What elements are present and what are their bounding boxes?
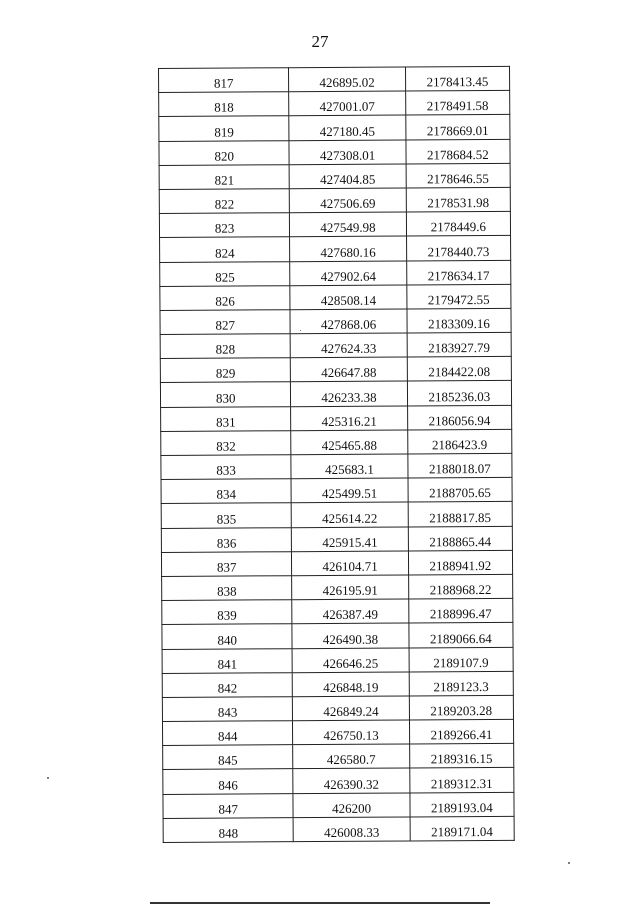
table-row xyxy=(161,453,512,479)
table-row xyxy=(163,792,514,818)
table-row xyxy=(159,139,510,165)
x-coordinate-cell: 427001.07 xyxy=(289,91,405,116)
y-coordinate-cell: 2183927.79 xyxy=(407,332,511,357)
point-number-cell: 844 xyxy=(162,721,293,746)
y-coordinate-cell: 2188968.22 xyxy=(408,574,512,599)
table-row xyxy=(161,502,512,528)
x-coordinate-cell: 426848.19 xyxy=(293,672,409,697)
x-coordinate-cell: 428508.14 xyxy=(290,285,406,310)
table-row xyxy=(160,308,511,334)
point-number-cell: 842 xyxy=(162,672,293,697)
point-number-cell: 839 xyxy=(162,600,293,625)
x-coordinate-cell: 427180.45 xyxy=(289,115,405,140)
x-coordinate-cell: 426646.25 xyxy=(292,647,408,672)
point-number-cell: 828 xyxy=(160,334,291,359)
table-row xyxy=(161,429,512,455)
table-row xyxy=(162,647,513,673)
y-coordinate-cell: 2188941.92 xyxy=(408,550,512,575)
point-number-cell: 845 xyxy=(163,745,294,770)
x-coordinate-cell: 426200 xyxy=(293,793,409,818)
y-coordinate-cell: 2188865.44 xyxy=(408,526,512,551)
point-number-cell: 830 xyxy=(160,382,291,407)
y-coordinate-cell: 2178684.52 xyxy=(406,139,510,164)
point-number-cell: 831 xyxy=(161,406,292,431)
y-coordinate-cell: 2189066.64 xyxy=(409,623,513,648)
y-coordinate-cell: 2189203.28 xyxy=(409,695,513,720)
table-row xyxy=(163,816,514,842)
x-coordinate-cell: 427549.98 xyxy=(290,212,406,237)
x-coordinate-cell: 426580.7 xyxy=(293,744,409,769)
y-coordinate-cell: 2183309.16 xyxy=(407,308,511,333)
point-number-cell: 820 xyxy=(159,140,290,165)
table-row xyxy=(161,550,512,576)
point-number-cell: 834 xyxy=(161,479,292,504)
table-row xyxy=(162,671,513,697)
x-coordinate-cell: 427624.33 xyxy=(290,333,406,358)
table-row xyxy=(159,66,510,92)
table-row xyxy=(162,695,513,721)
x-coordinate-cell: 425316.21 xyxy=(291,406,407,431)
point-number-cell: 835 xyxy=(161,503,292,528)
point-number-cell: 847 xyxy=(163,793,294,818)
table-row xyxy=(160,236,511,262)
point-number-cell: 827 xyxy=(160,310,291,335)
point-number-cell: 821 xyxy=(159,164,290,189)
point-number-cell: 836 xyxy=(161,527,292,552)
page-number: 27 xyxy=(311,32,329,51)
x-coordinate-cell: 425499.51 xyxy=(291,478,407,503)
y-coordinate-cell: 2189266.41 xyxy=(409,719,513,744)
point-number-cell: 818 xyxy=(159,92,290,117)
x-coordinate-cell: 425465.88 xyxy=(291,430,407,455)
x-coordinate-cell: 426390.32 xyxy=(293,768,409,793)
point-number-cell: 826 xyxy=(160,285,291,310)
y-coordinate-cell: 2186423.9 xyxy=(407,429,511,454)
point-number-cell: 833 xyxy=(161,455,292,480)
y-coordinate-cell: 2178646.55 xyxy=(406,163,510,188)
table-row xyxy=(159,211,510,237)
y-coordinate-cell: 2189107.9 xyxy=(409,647,513,672)
y-coordinate-cell: 2189193.04 xyxy=(410,792,514,817)
table-row xyxy=(161,526,512,552)
y-coordinate-cell: 2184422.08 xyxy=(407,357,511,382)
point-number-cell: 846 xyxy=(163,769,294,794)
point-number-cell: 829 xyxy=(160,358,291,383)
y-coordinate-cell: 2178634.17 xyxy=(406,260,510,285)
table-row xyxy=(159,187,510,213)
y-coordinate-cell: 2186056.94 xyxy=(407,405,511,430)
table-row xyxy=(161,405,512,431)
x-coordinate-cell: 427308.01 xyxy=(289,140,405,165)
table-row xyxy=(159,115,510,141)
x-coordinate-cell: 426849.24 xyxy=(293,696,409,721)
x-coordinate-cell: 426895.02 xyxy=(289,67,405,92)
table-row xyxy=(159,91,510,117)
x-coordinate-cell: 427404.85 xyxy=(289,164,405,189)
y-coordinate-cell: 2189123.3 xyxy=(409,671,513,696)
x-coordinate-cell: 426104.71 xyxy=(292,551,408,576)
table-row xyxy=(159,163,510,189)
y-coordinate-cell: 2189316.15 xyxy=(409,744,513,769)
point-number-cell: 824 xyxy=(160,237,291,262)
x-coordinate-cell: 426233.38 xyxy=(291,381,407,406)
point-number-cell: 825 xyxy=(160,261,291,286)
point-number-cell: 848 xyxy=(163,817,294,842)
point-number-cell: 822 xyxy=(159,189,290,214)
y-coordinate-cell: 2178669.01 xyxy=(405,115,509,140)
table-row xyxy=(160,260,511,286)
table-row xyxy=(162,623,513,649)
y-coordinate-cell: 2188018.07 xyxy=(408,453,512,478)
x-coordinate-cell: 425683.1 xyxy=(291,454,407,479)
scan-bottom-edge xyxy=(150,902,490,904)
y-coordinate-cell: 2188817.85 xyxy=(408,502,512,527)
point-number-cell: 819 xyxy=(159,116,290,141)
x-coordinate-cell: 426195.91 xyxy=(292,575,408,600)
x-coordinate-cell: 425915.41 xyxy=(292,527,408,552)
x-coordinate-cell: 427680.16 xyxy=(290,236,406,261)
point-number-cell: 840 xyxy=(162,624,293,649)
x-coordinate-cell: 427902.64 xyxy=(290,260,406,285)
y-coordinate-cell: 2178531.98 xyxy=(406,187,510,212)
point-number-cell: 841 xyxy=(162,648,293,673)
coordinate-table xyxy=(158,66,515,843)
y-coordinate-cell: 2185236.03 xyxy=(407,381,511,406)
x-coordinate-cell: 426647.88 xyxy=(291,357,407,382)
point-number-cell: 817 xyxy=(159,68,290,93)
table-row xyxy=(161,478,512,504)
table-row xyxy=(163,768,514,794)
y-coordinate-cell: 2178413.45 xyxy=(405,66,509,91)
table-row xyxy=(160,332,511,358)
point-number-cell: 838 xyxy=(162,576,293,601)
table-row xyxy=(160,357,511,383)
table-row xyxy=(163,744,514,770)
point-number-cell: 832 xyxy=(161,431,292,456)
point-number-cell: 843 xyxy=(162,697,293,722)
scan-speck xyxy=(568,862,570,864)
y-coordinate-cell: 2188996.47 xyxy=(408,598,512,623)
scan-speck xyxy=(300,330,301,331)
x-coordinate-cell: 427506.69 xyxy=(290,188,406,213)
table-row xyxy=(160,381,511,407)
table-row xyxy=(160,284,511,310)
y-coordinate-cell: 2179472.55 xyxy=(407,284,511,309)
x-coordinate-cell: 427868.06 xyxy=(290,309,406,334)
y-coordinate-cell: 2188705.65 xyxy=(408,478,512,503)
coordinate-table-body xyxy=(159,66,515,842)
y-coordinate-cell: 2189312.31 xyxy=(409,768,513,793)
y-coordinate-cell: 2178491.58 xyxy=(405,91,509,116)
x-coordinate-cell: 426490.38 xyxy=(292,623,408,648)
point-number-cell: 837 xyxy=(161,551,292,576)
x-coordinate-cell: 426750.13 xyxy=(293,720,409,745)
table-row xyxy=(162,598,513,624)
x-coordinate-cell: 426387.49 xyxy=(292,599,408,624)
scan-speck xyxy=(47,777,49,779)
x-coordinate-cell: 425614.22 xyxy=(292,502,408,527)
table-row xyxy=(162,719,513,745)
y-coordinate-cell: 2178440.73 xyxy=(406,236,510,261)
y-coordinate-cell: 2178449.6 xyxy=(406,211,510,236)
point-number-cell: 823 xyxy=(159,213,290,238)
x-coordinate-cell: 426008.33 xyxy=(293,817,409,842)
table-row xyxy=(162,574,513,600)
y-coordinate-cell: 2189171.04 xyxy=(410,816,514,841)
